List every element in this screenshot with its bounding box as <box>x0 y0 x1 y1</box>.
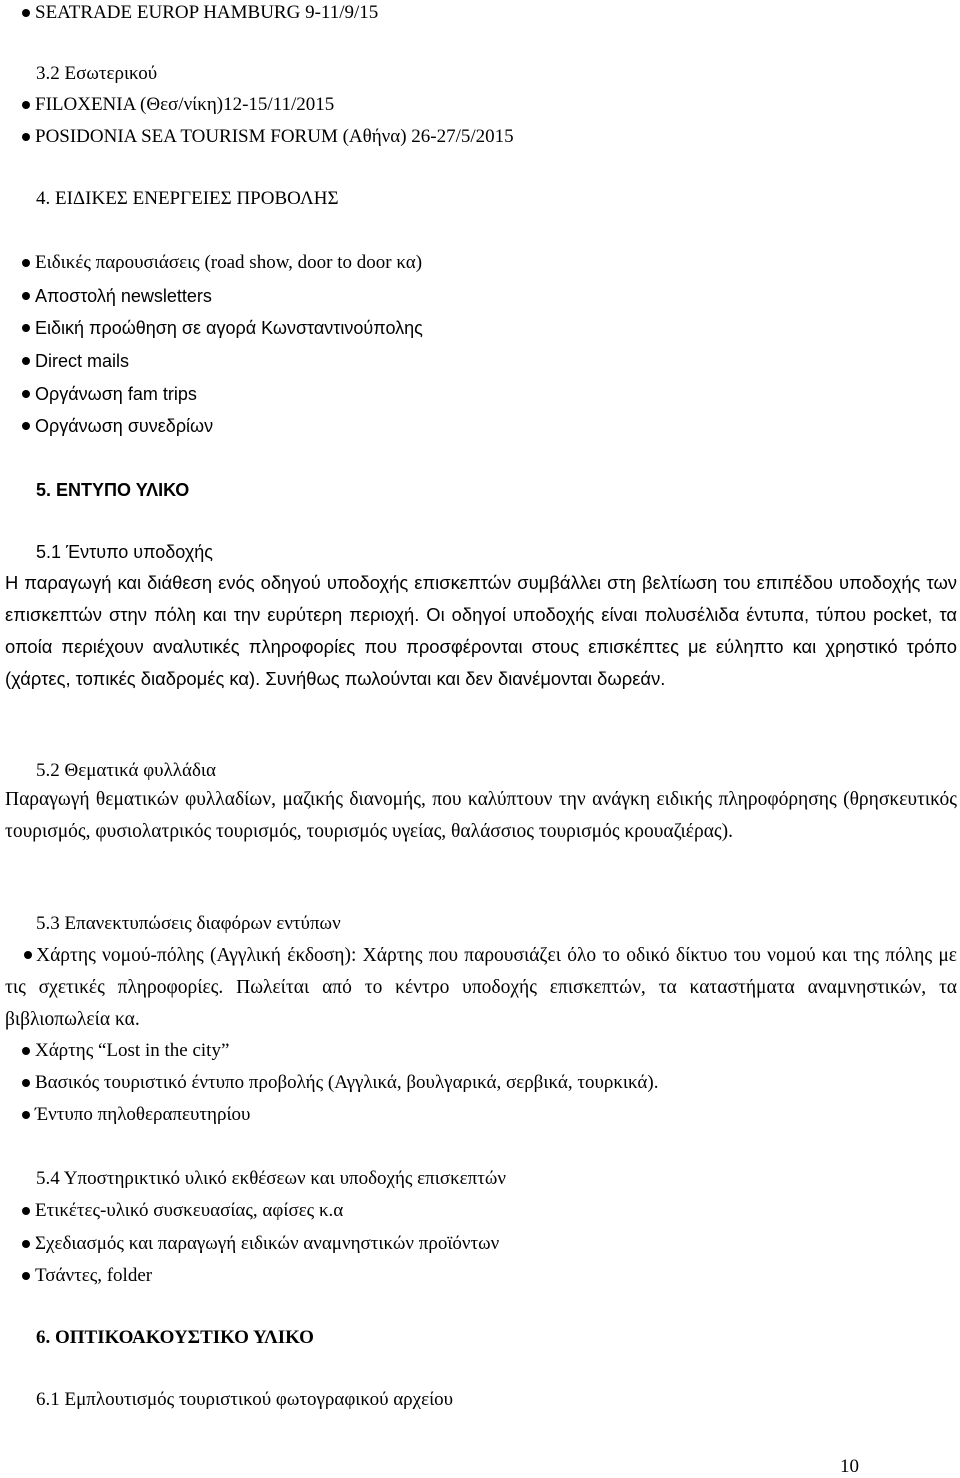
paragraph-5-2: Παραγωγή θεματικών φυλλαδίων, μαζικής διανομής, που καλύπτουν την ανάγκη ειδικής πληροφόρησης (θρησκευτικός τουρισμός, φυσιολατρικός τουρισμός, τουρισμός υγείας, θαλάσσιος τουρισμός κρουαζιέρας). <box>5 789 957 842</box>
list-item: Ειδική προώθηση σε αγορά Κωνσταντινούπολης <box>22 316 423 340</box>
bullet-icon <box>22 390 30 398</box>
section-5-2-title: 5.2 Θεματικά φυλλάδια <box>36 760 216 781</box>
list-item: Οργάνωση fam trips <box>22 382 197 406</box>
list-item: Βασικός τουριστικό έντυπο προβολής (Αγγλικά, βουλγαρικά, σερβικά, τουρκικά). <box>22 1071 658 1095</box>
bullet-icon <box>22 1207 30 1215</box>
list-item: Σχεδιασμός και παραγωγή ειδικών αναμνηστικών προϊόντων <box>22 1232 499 1256</box>
list-item: FILOXENIA (Θεσ/νίκη)12-15/11/2015 <box>22 93 334 117</box>
list-item: Τσάντες, folder <box>22 1264 152 1288</box>
map-item-paragraph: Χάρτης νομού-πόλης (Αγγλική έκδοση): Χάρτης που παρουσιάζει όλο το οδικό δίκτυο του νομού και της πόλης με τις σχετικές πληροφορίες. Πωλείται από το κέντρο υποδοχής επισκεπτών, τα καταστήματα αναμνηστικών, τα βιβλιοπωλεία κα. <box>5 945 957 1030</box>
list-item: Ειδικές παρουσιάσεις (road show, door to door κα) <box>22 251 422 275</box>
section-5-1-title: 5.1 Έντυπο υποδοχής <box>36 542 213 562</box>
bullet-icon <box>22 259 30 267</box>
bullet-icon <box>22 292 30 300</box>
bullet-icon <box>22 1047 30 1055</box>
bullet-icon <box>22 1079 30 1087</box>
bullet-icon <box>22 1240 30 1248</box>
list-item: Έντυπο πηλοθεραπευτηρίου <box>22 1103 250 1127</box>
page-number: 10 <box>840 1456 859 1477</box>
bullet-icon <box>22 324 30 332</box>
bullet-icon <box>22 133 30 141</box>
bullet-icon <box>22 9 30 17</box>
bullet-icon <box>22 1272 30 1280</box>
paragraph-5-1: Η παραγωγή και διάθεση ενός οδηγού υποδοχής επισκεπτών συμβάλλει στη βελτίωση του επιπέδου υποδοχής των επισκεπτών στην πόλη και την ευρύτερη περιοχή. Οι οδηγοί υποδοχής είναι πολυσέλιδα έντυπα, τύπου pocket, τα οποία περιέχουν αναλυτικές πληροφορίες που προσφέρονται στους επισκέπτες με εύληπτο και χρηστικό τρόπο (χάρτες, τοπικές διαδρομές κα). Συνήθως πωλούνται και δεν διανέμονται δωρεάν. <box>5 572 957 689</box>
section-5-title: 5. ΕΝΤΥΠΟ ΥΛΙΚΟ <box>36 480 190 500</box>
bullet-icon <box>22 101 30 109</box>
section-6-title: 6. ΟΠΤΙΚΟΑΚΟΥΣΤΙΚΟ ΥΛΙΚΟ <box>36 1327 314 1348</box>
list-item: POSIDONIA SEA TOURISM FORUM (Αθήνα) 26-27/5/2015 <box>22 125 514 149</box>
list-item: Αποστολή newsletters <box>22 284 212 308</box>
bullet-icon <box>22 422 30 430</box>
section-5-4-title: 5.4 Υποστηρικτικό υλικό εκθέσεων και υποδοχής επισκεπτών <box>36 1168 506 1189</box>
list-item: Direct mails <box>22 349 129 373</box>
section-3-2-title: 3.2 Εσωτερικού <box>36 63 158 84</box>
list-item: Ετικέτες-υλικό συσκευασίας, αφίσες κ.α <box>22 1199 343 1223</box>
list-item: Χάρτης “Lost in the city” <box>22 1039 229 1063</box>
section-5-3-title: 5.3 Επανεκτυπώσεις διαφόρων εντύπων <box>36 913 341 934</box>
section-6-1-title: 6.1 Εμπλουτισμός τουριστικού φωτογραφικού αρχείου <box>36 1389 454 1410</box>
bullet-icon <box>22 357 30 365</box>
list-item: SEATRADE EUROP HAMBURG 9-11/9/15 <box>22 1 378 25</box>
section-4-title: 4. ΕΙΔΙΚΕΣ ΕΝΕΡΓΕΙΕΣ ΠΡΟΒΟΛΗΣ <box>36 188 339 209</box>
list-item: Οργάνωση συνεδρίων <box>22 414 213 438</box>
bullet-icon <box>22 1111 30 1119</box>
